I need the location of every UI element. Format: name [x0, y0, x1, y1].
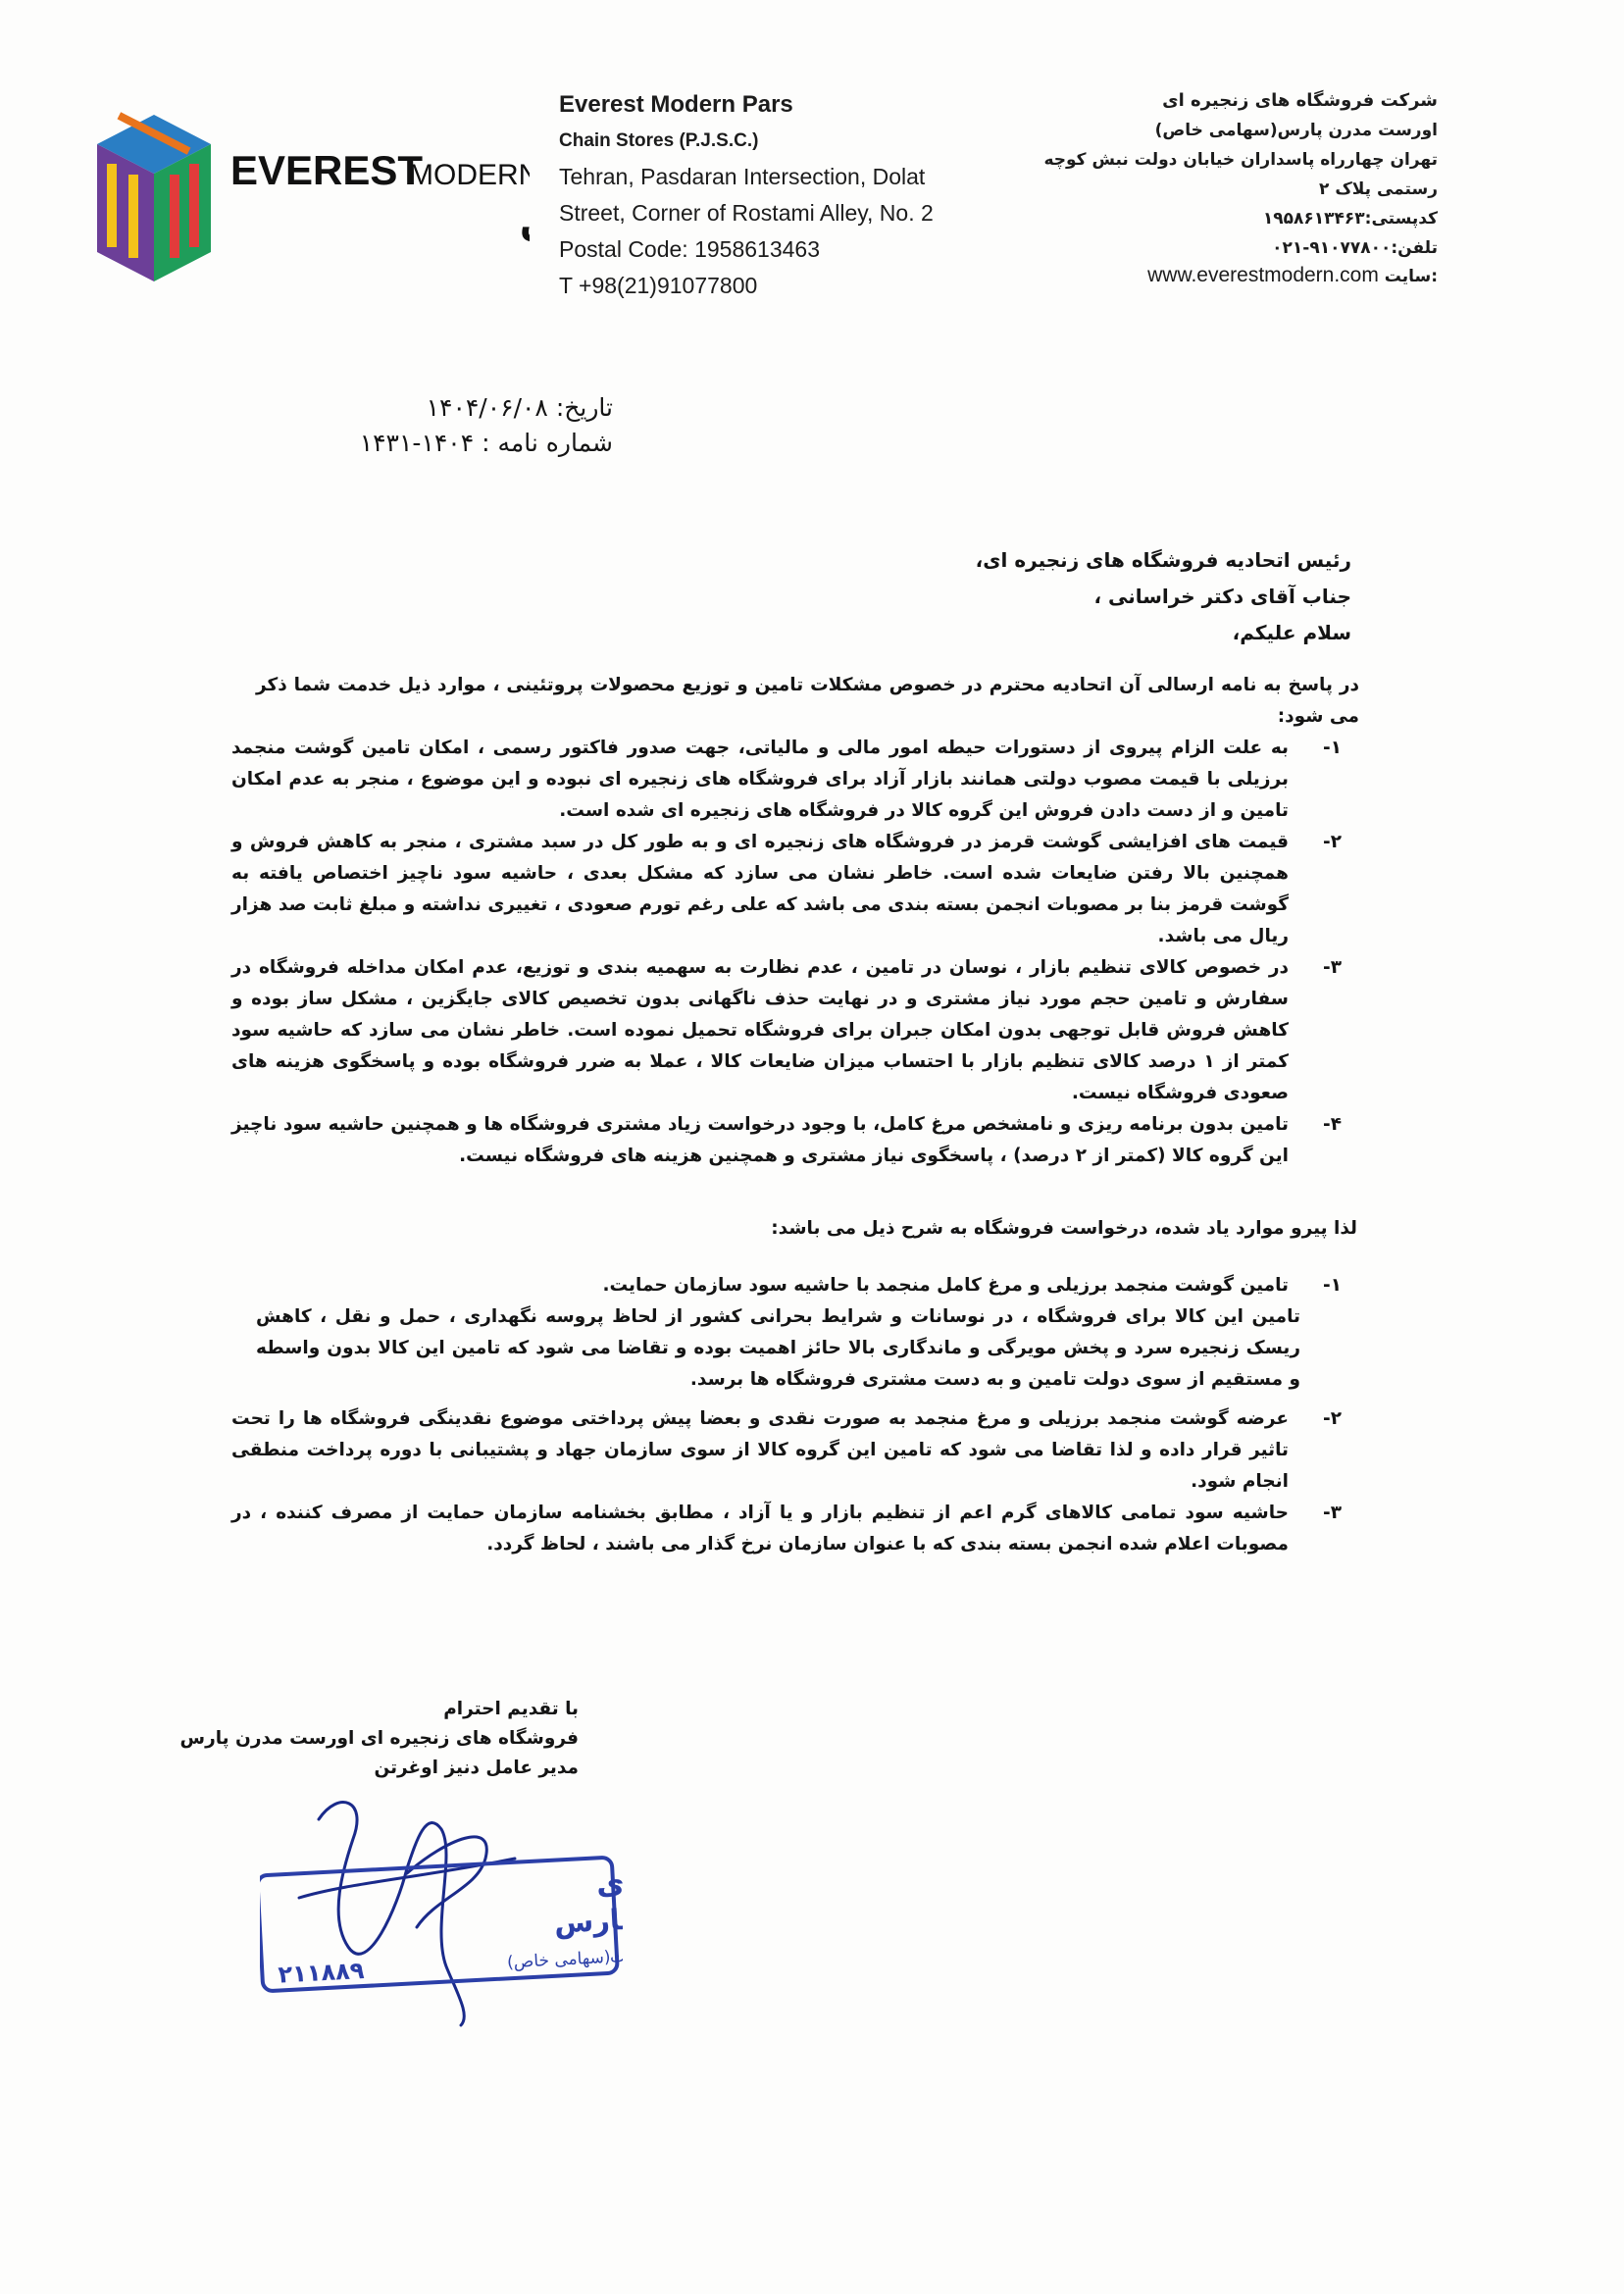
stamp-and-signature	[260, 1780, 623, 2035]
address-line2-fa: رستمی پلاک ۲	[1319, 179, 1438, 199]
issue-text: تامین بدون برنامه ریزی و نامشخص مرغ کامل، با وجود درخواست زیاد مشتری فروشگاه ها و همچنین حاشیه سود ناچیز این گروه کالا (کمتر از ۲ درصد) ، پاسخگوی نیاز مشتری و همچنین هزینه های فروشگاه نیست.	[231, 1114, 1289, 1166]
issue-text: به علت الزام پیروی از دستورات حیطه امور مالی و مالیاتی، جهت صدور فاکتور رسمی ، امکان تامین گوشت منجمد برزیلی با قیمت مصوب دولتی همانند بازار آزاد برای فروشگاه های زنجیره ای نبوده و این موضوع ، منجر به عدم امکان تامین و از دست دادن فروش این گروه کالا در فروشگاه های زنجیره ای شده است.	[231, 738, 1289, 821]
issue-number: ۲-	[1323, 832, 1342, 852]
company-type-en: Chain Stores (P.J.S.C.)	[559, 130, 759, 151]
company-stamp-icon	[260, 1780, 623, 2035]
request-item	[231, 1498, 1349, 1560]
issue-text: در خصوص کالای تنظیم بازار ، نوسان در تامین ، عدم نظارت به سهمیه بندی و توزیع، عدم امکان مداخله فروشگاه در سفارش و تامین حجم مورد نیاز مشتری و در نهایت حذف ناگهانی بدون تخصیص کالای جایگزین ، مشکل ساز بوده و کاهش فروش قابل توجهی بدون امکان جبران برای فروشگاه تحمیل نموده است. خاطر نشان می سازد که حاشیه سود کمتر از ۱ درصد کالای تنظیم بازار با احتساب میزان ضایعات کالا ، عملا به ضرر فروشگاه بوده و پاسخگوی هزینه های صعودی فروشگاه نیست.	[231, 957, 1289, 1103]
signature-icon	[299, 1803, 515, 2025]
issue-number: ۱-	[1323, 738, 1342, 758]
logo-word-everest: EVEREST	[230, 147, 424, 193]
company-name2-fa: اورست مدرن پارس(سهامی خاص)	[1154, 121, 1438, 140]
issue-item	[231, 827, 1349, 952]
issue-number: ۴-	[1323, 1114, 1342, 1135]
request-number: ۲-	[1323, 1408, 1342, 1429]
date-label: تاریخ:	[555, 393, 613, 422]
persian-letterhead	[1026, 86, 1438, 291]
issue-item	[231, 1109, 1349, 1172]
company-name-fa: شرکت فروشگاه های زنجیره ای	[1162, 90, 1438, 111]
request-number: ۱-	[1323, 1275, 1342, 1296]
logo-word-modern: MODERN	[409, 159, 530, 191]
address-line1-en: Tehran, Pasdaran Intersection, Dolat	[559, 164, 926, 189]
logo-cube	[97, 112, 211, 281]
phone-en: T +98(21)91077800	[559, 273, 758, 298]
stamp-line1: ای	[595, 1864, 623, 1903]
issue-number: ۳-	[1323, 957, 1342, 978]
phone-fa: تلفن:۹۱۰۷۷۸۰۰-۰۲۱	[1272, 238, 1438, 258]
company-logo	[93, 110, 530, 286]
requests-list-continued	[231, 1403, 1349, 1560]
logo-word-fa	[520, 201, 530, 245]
issue-item	[231, 733, 1349, 827]
date-value: ۱۴۰۴/۰۶/۰۸	[426, 393, 548, 422]
address-line1-fa: تهران چهارراه پاسداران خیابان دولت نبش کوچه	[1043, 150, 1438, 170]
recipient-name: جناب آقای دکتر خراسانی ،	[1093, 585, 1351, 608]
recipient-title: رئیس اتحادیه فروشگاه های زنجیره ای،	[975, 548, 1351, 572]
letter-number-label: شماره نامه :	[482, 429, 613, 457]
letter-number-row	[221, 426, 613, 461]
letter-meta	[221, 390, 613, 461]
stamp-line3: (سهامی خاص)	[506, 1947, 611, 1973]
postal-code-fa: کدپستی:۱۹۵۸۶۱۳۴۶۳	[1262, 209, 1438, 229]
request-text: عرضه گوشت منجمد برزیلی و مرغ منجمد به صورت نقدی و بعضا پیش پرداختی موضوع نقدینگی فروشگاه ها را تحت تاثیر قرار داده و لذا تقاضا می شود که تامین این گروه کالا از سوی سازمان جهاد و پشتیبانی با دوره پرداخت منطقی انجام شود.	[231, 1408, 1289, 1492]
issue-text: قیمت های افزایشی گوشت قرمز در فروشگاه های زنجیره ای و به طور کل در سبد مشتری ، منجر به کاهش فروش و همچنین بالا رفتن ضایعات شده است. خاطر نشان می سازد که مشکل بعدی ، حاشیه سود ناچیز اختصاص یافته به گوشت قرمز بنا بر مصوبات انجمن بسته بندی می باشد که علی رغم تورم صعودی ، تغییری نداشته و مبلغ ثابت صد هزار ریال می باشد.	[231, 832, 1289, 946]
closing-regards: با تقدیم احترام	[443, 1699, 579, 1719]
requests-lead: لذا پیرو موارد یاد شده، درخواست فروشگاه به شرح ذیل می باشد:	[771, 1218, 1357, 1239]
website-label: سایت:	[1384, 267, 1438, 286]
stamp-reg-label: ثبت	[609, 1946, 623, 1967]
website-row	[1026, 261, 1438, 291]
intro-paragraph: در پاسخ به نامه ارسالی آن اتحادیه محترم در خصوص مشکلات تامین و توزیع محصولات پروتئینی ، موارد ذیل خدمت شما ذکر می شود:	[256, 675, 1359, 727]
request-number: ۳-	[1323, 1503, 1342, 1523]
stamp-reg-number: ۲۱۱۸۸۹	[277, 1956, 366, 1989]
date-row	[221, 390, 613, 426]
postal-code-en: Postal Code: 1958613463	[559, 236, 820, 262]
request-text: تامین گوشت منجمد برزیلی و مرغ کامل منجمد با حاشیه سود سازمان حمایت.	[602, 1275, 1289, 1296]
everest-logo-icon	[93, 110, 530, 286]
company-name-en: Everest Modern Pars	[559, 91, 793, 118]
website-url[interactable]: www.everestmodern.com	[1147, 264, 1379, 286]
greeting: سلام علیکم،	[1232, 621, 1351, 644]
requests-list	[231, 1270, 1349, 1301]
issue-item	[231, 952, 1349, 1109]
request-item	[231, 1403, 1349, 1498]
salutation	[665, 542, 1351, 651]
closing-company: فروشگاه های زنجیره ای اورست مدرن پارس	[179, 1728, 579, 1749]
english-letterhead	[559, 86, 1020, 304]
request-1-detail: تامین این کالا برای فروشگاه ، در نوسانات و شرایط بحرانی کشور از لحاظ پروسه نگهداری ، حمل و نقل ، کاهش ریسک زنجیره سرد و پخش مویرگی و ماندگاری بالا حائز اهمیت بوده و تقاضا می شود که تامین این کالا بدون واسطه و مستقیم از سوی دولت تامین و به دست مشتری فروشگاه ها برسد.	[256, 1306, 1300, 1390]
stamp-line2: پارس	[553, 1902, 623, 1940]
request-text: حاشیه سود تمامی کالاهای گرم اعم از تنظیم بازار و یا آزاد ، مطابق بخشنامه سازمان حمایت از مصرف کننده ، در مصوبات اعلام شده انجمن بسته بندی که با عنوان سازمان نرخ گذار می باشند ، لحاظ گردد.	[231, 1503, 1289, 1555]
closing-signatory: مدیر عامل دنیز اوغرتن	[374, 1758, 579, 1778]
letter-number-value: ۱۴۰۴-۱۴۳۱	[359, 429, 475, 457]
request-item	[231, 1270, 1349, 1301]
address-line2-en: Street, Corner of Rostami Alley, No. 2	[559, 200, 934, 226]
issues-list	[231, 733, 1349, 1172]
closing-block	[147, 1695, 579, 1783]
